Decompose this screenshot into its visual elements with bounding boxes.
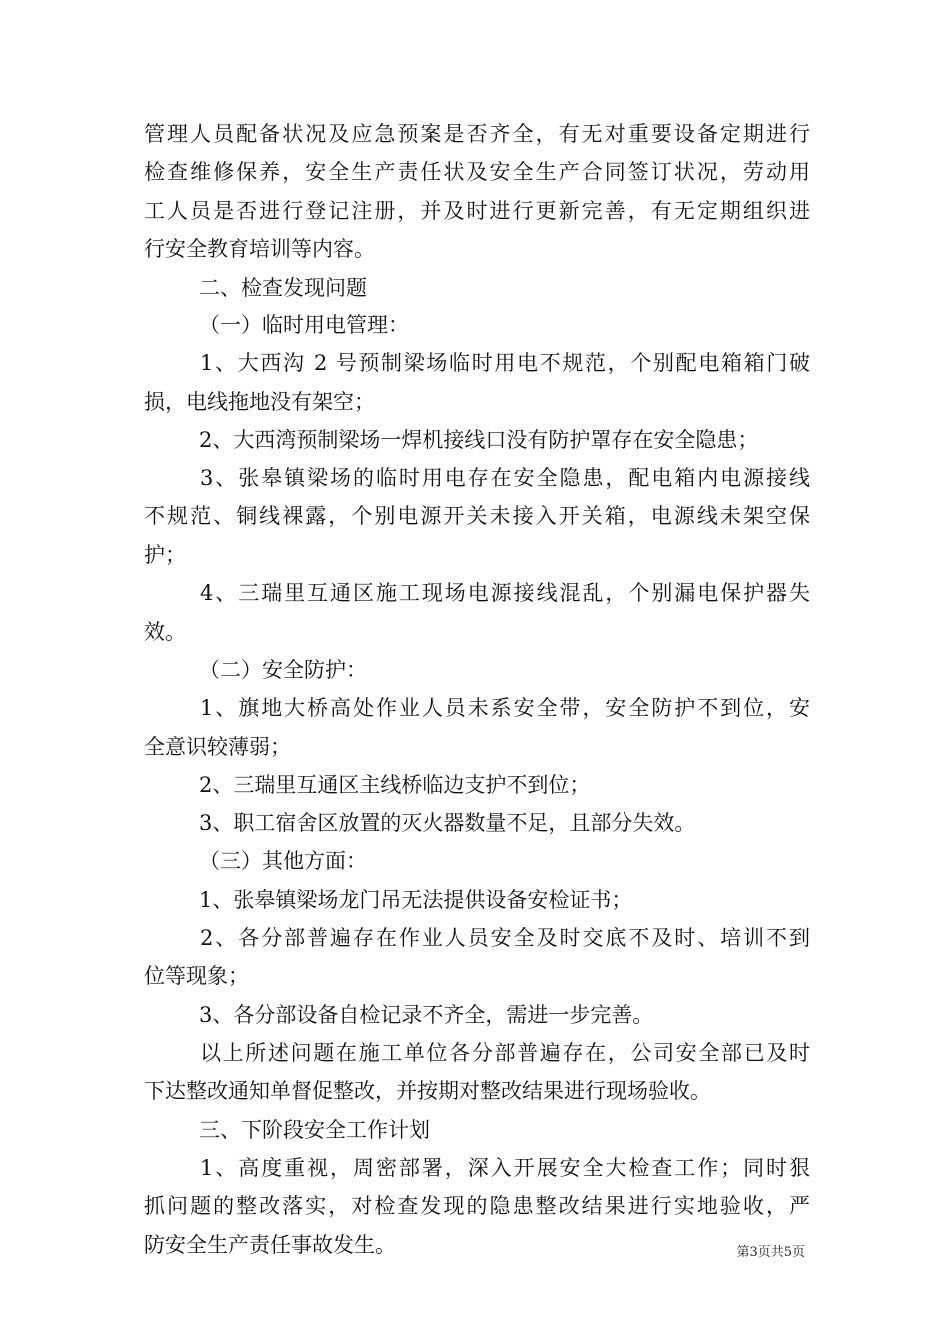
body-line: 行安全教育培训等内容。 xyxy=(144,237,375,261)
body-line: 工人员是否进行登记注册，并及时进行更新完善，有无定期组织进 xyxy=(144,199,810,223)
body-line: 损，电线拖地没有架空； xyxy=(144,390,375,414)
body-line: 3、张皋镇梁场的临时用电存在安全隐患，配电箱内电源接线 xyxy=(200,466,810,490)
body-line: 下达整改通知单督促整改，并按期对整改结果进行现场验收。 xyxy=(144,1079,711,1103)
body-line: 检查维修保养，安全生产责任状及安全生产合同签订状况，劳动用 xyxy=(144,160,810,184)
body-line: 1、大西沟 2 号预制梁场临时用电不规范，个别配电箱箱门破 xyxy=(200,351,810,375)
body-line: 管理人员配备状况及应急预案是否齐全，有无对重要设备定期进行 xyxy=(144,122,810,146)
body-line: 1、高度重视，周密部署，深入开展安全大检查工作；同时狠 xyxy=(200,1156,810,1180)
subsection-heading: （二）安全防护： xyxy=(199,658,367,682)
body-line: 3、各分部设备自检记录不齐全，需进一步完善。 xyxy=(199,1003,654,1027)
body-line: 全意识较薄弱； xyxy=(144,735,291,759)
body-line: 2、三瑞里互通区主线桥临边支护不到位； xyxy=(199,773,591,797)
page-footer xyxy=(736,1243,805,1263)
body-line: 以上所述问题在施工单位各分部普遍存在，公司安全部已及时 xyxy=(200,1041,810,1065)
body-line: 位等现象； xyxy=(144,964,249,988)
body-line: 4、三瑞里互通区施工现场电源接线混乱，个别漏电保护器失 xyxy=(200,581,810,605)
section-heading: 三、下阶段安全工作计划 xyxy=(199,1118,430,1142)
body-line: 效。 xyxy=(144,620,186,644)
body-line: 不规范、铜线裸露，个别电源开关未接入开关箱，电源线未架空保 xyxy=(144,504,810,528)
section-heading: 二、检查发现问题 xyxy=(199,276,367,300)
body-line: 1、旗地大桥高处作业人员未系安全带，安全防护不到位，安 xyxy=(200,696,810,720)
page-number: 第3页共5页 xyxy=(736,1245,805,1260)
body-line: 2、大西湾预制梁场一焊机接线口没有防护罩存在安全隐患； xyxy=(199,428,759,452)
body-line: 防安全生产责任事故发生。 xyxy=(144,1233,396,1257)
subsection-heading: （一）临时用电管理： xyxy=(199,313,409,337)
body-line: 3、职工宿舍区放置的灭火器数量不足，且部分失效。 xyxy=(199,811,696,835)
body-line: 护； xyxy=(144,543,186,567)
body-line: 2、各分部普遍存在作业人员安全及时交底不及时、培训不到 xyxy=(200,926,810,950)
body-line: 抓问题的整改落实，对检查发现的隐患整改结果进行实地验收，严 xyxy=(144,1194,810,1218)
body-line: 1、张皋镇梁场龙门吊无法提供设备安检证书； xyxy=(199,888,633,912)
subsection-heading: （三）其他方面： xyxy=(199,849,367,873)
